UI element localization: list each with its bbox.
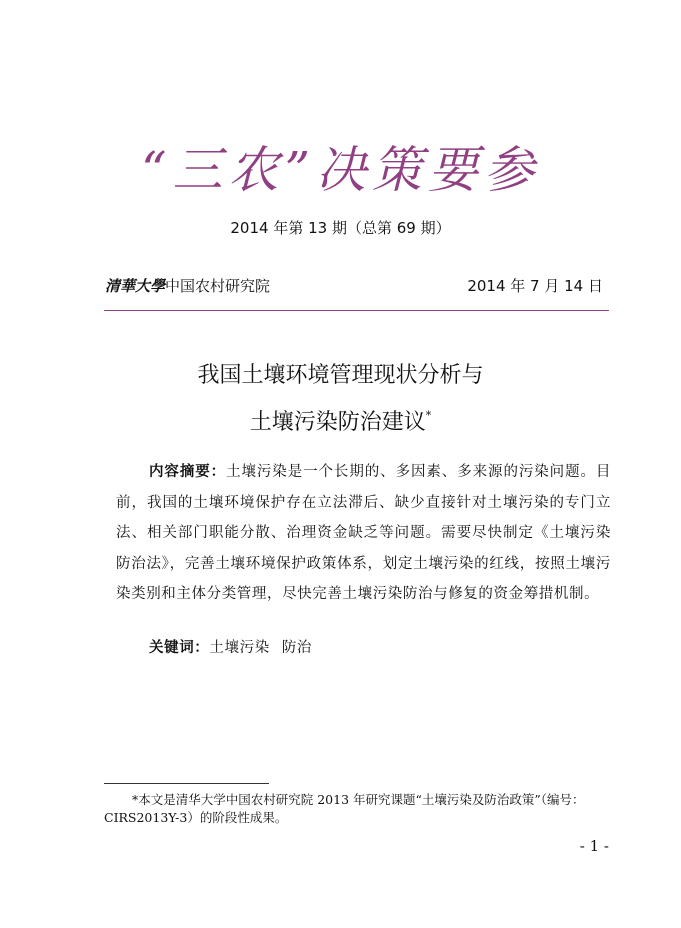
- footnote-divider: [104, 783, 269, 784]
- organization: [105, 276, 270, 296]
- footnote: *本文是清华大学中国农村研究院 2013 年研究课题“土壤污染及防治政策”（编号：CIRS2013Y-3）的阶段性成果。: [104, 792, 585, 825]
- header-divider: [104, 310, 609, 311]
- article-title: [0, 356, 681, 443]
- institute-name: 中国农村研究院: [165, 277, 271, 295]
- abstract: [116, 457, 611, 610]
- title-line-1: 我国土壤环境管理现状分析与: [197, 363, 484, 388]
- footnote-mark: *: [425, 409, 432, 422]
- university-logo-text: 清華大學: [105, 277, 166, 295]
- abstract-label: 内容摘要：: [149, 464, 227, 480]
- keywords-label: 关键词：: [149, 640, 210, 656]
- title-line-2: [0, 396, 681, 443]
- keywords: [149, 637, 324, 659]
- abstract-text: 土壤污染是一个长期的、多因素、多来源的污染问题。目前，我国的土壤环境保护存在立法滞后、缺少直接针对土壤污染的专门立法、相关部门职能分散、治理资金缺乏等问题。需要尽快制定《土壤污染防治法》，完善土壤环境保护政策体系，划定土壤污染的红线，按照土壤污染类别和主体分类管理，尽快完善土壤污染防治与修复的资金筹措机制。: [116, 464, 612, 602]
- page-number: - 1 -: [579, 837, 609, 855]
- masthead-title: “三农”决策要参: [140, 141, 541, 199]
- keyword-item: 土壤污染: [209, 640, 270, 656]
- issue-number: 2014 年第 13 期（总第 69 期）: [230, 219, 451, 237]
- publication-date: 2014 年 7 月 14 日: [467, 277, 603, 295]
- keyword-item: 防治: [281, 640, 313, 656]
- title-line-2-text: 土壤污染防治建议: [249, 410, 426, 435]
